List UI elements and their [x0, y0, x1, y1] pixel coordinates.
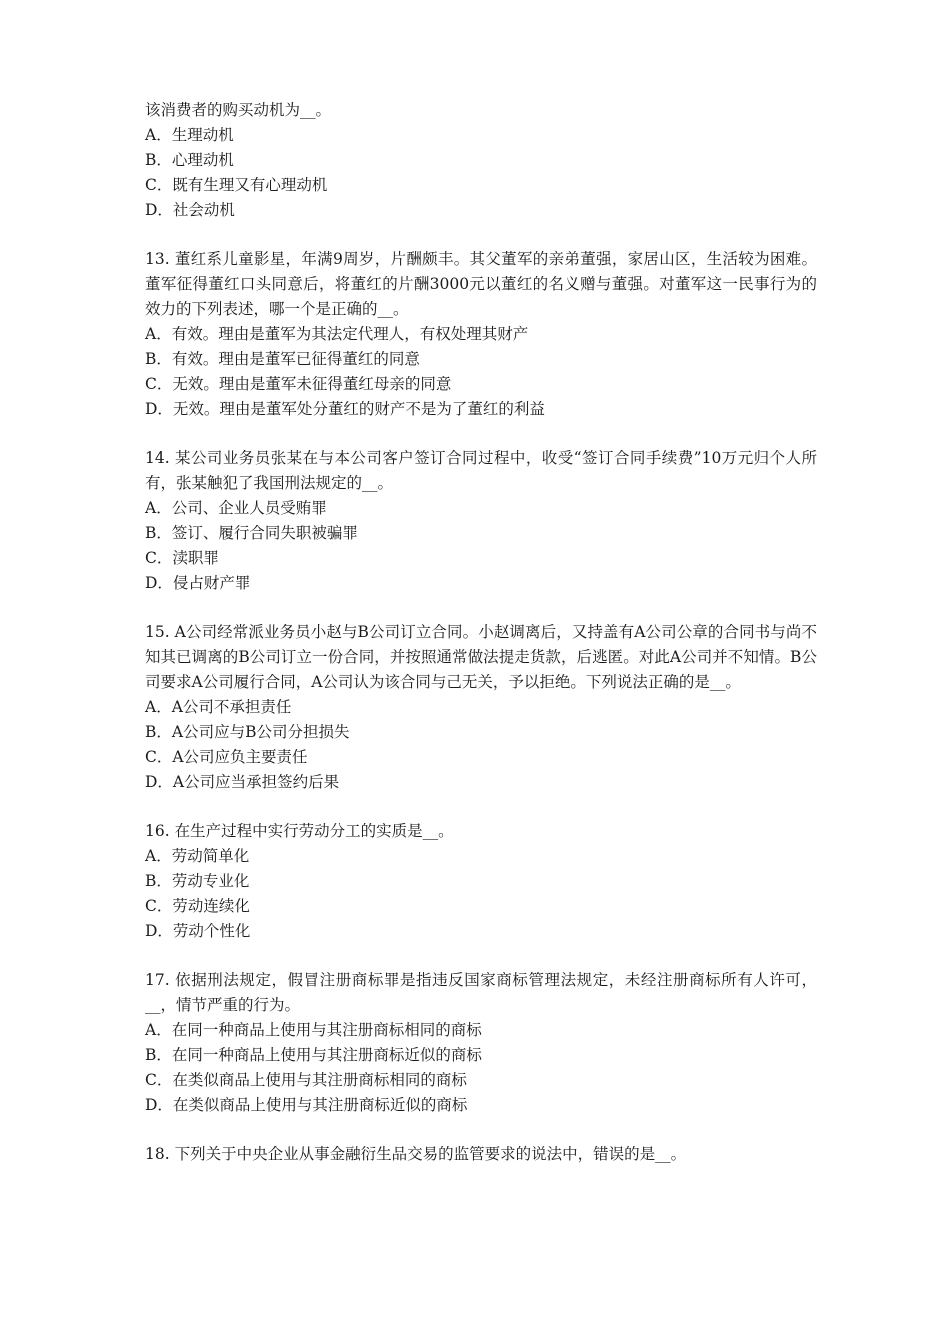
option-c: C．渎职罪	[145, 549, 219, 567]
option-b: B．签订、履行合同失职被骗罪	[145, 524, 358, 542]
question-stem: 该消费者的购买动机为__。	[145, 101, 332, 119]
question-block	[145, 1142, 817, 1167]
question-block	[145, 247, 817, 422]
option-b: B．A公司应与B公司分担损失	[145, 723, 350, 741]
option-b: B．有效。理由是董军已征得董红的同意	[145, 350, 420, 368]
question-block	[145, 620, 817, 795]
question-stem: 18. 下列关于中央企业从事金融衍生品交易的监管要求的说法中，错误的是__。	[145, 1145, 687, 1163]
option-c: C．在类似商品上使用与其注册商标相同的商标	[145, 1071, 467, 1089]
question-stem: 14. 某公司业务员张某在与本公司客户签订合同过程中，收受“签订合同手续费”10万元归个人所有，张某触犯了我国刑法规定的__。	[145, 449, 817, 492]
question-block	[145, 446, 817, 596]
option-a: A．劳动简单化	[145, 847, 250, 865]
question-block	[145, 968, 817, 1118]
question-block	[145, 98, 817, 223]
option-d: D．无效。理由是董军处分董红的财产不是为了董红的利益	[145, 400, 545, 418]
question-block	[145, 819, 817, 944]
option-d: D．侵占财产罪	[145, 574, 251, 592]
option-b: B．在同一种商品上使用与其注册商标近似的商标	[145, 1046, 482, 1064]
option-d: D．在类似商品上使用与其注册商标近似的商标	[145, 1096, 468, 1114]
option-a: A．有效。理由是董军为其法定代理人，有权处理其财产	[145, 325, 529, 343]
question-stem: 13. 董红系儿童影星，年满9周岁，片酬颇丰。其父董军的亲弟董强，家居山区，生活较为困难。董军征得董红口头同意后，将董红的片酬3000元以董红的名义赠与董强。对董军这一民事行为的效力的下列表述，哪一个是正确的__。	[145, 250, 817, 318]
option-b: B．劳动专业化	[145, 872, 250, 890]
option-b: B．心理动机	[145, 151, 234, 169]
option-d: D．社会动机	[145, 201, 235, 219]
option-c: C．A公司应负主要责任	[145, 748, 308, 766]
question-stem: 15. A公司经常派业务员小赵与B公司订立合同。小赵调离后，又持盖有A公司公章的合同书与尚不知其已调离的B公司订立一份合同，并按照通常做法提走货款，后逃匿。对此A公司并不知情。B公司要求A公司履行合同，A公司认为该合同与己无关，予以拒绝。下列说法正确的是__。	[145, 623, 817, 691]
question-stem: 17. 依据刑法规定，假冒注册商标罪是指违反国家商标管理法规定，未经注册商标所有人许可，__，情节严重的行为。	[145, 971, 817, 1014]
document-page	[145, 98, 817, 1191]
option-a: A．公司、企业人员受贿罪	[145, 499, 327, 517]
option-d: D．劳动个性化	[145, 922, 251, 940]
option-a: A．A公司不承担责任	[145, 698, 292, 716]
option-c: C．既有生理又有心理动机	[145, 176, 328, 194]
option-a: A．生理动机	[145, 126, 234, 144]
option-a: A．在同一种商品上使用与其注册商标相同的商标	[145, 1021, 482, 1039]
option-c: C．无效。理由是董军未征得董红母亲的同意	[145, 375, 452, 393]
option-d: D．A公司应当承担签约后果	[145, 773, 340, 791]
question-stem: 16. 在生产过程中实行劳动分工的实质是__。	[145, 822, 454, 840]
option-c: C．劳动连续化	[145, 897, 250, 915]
